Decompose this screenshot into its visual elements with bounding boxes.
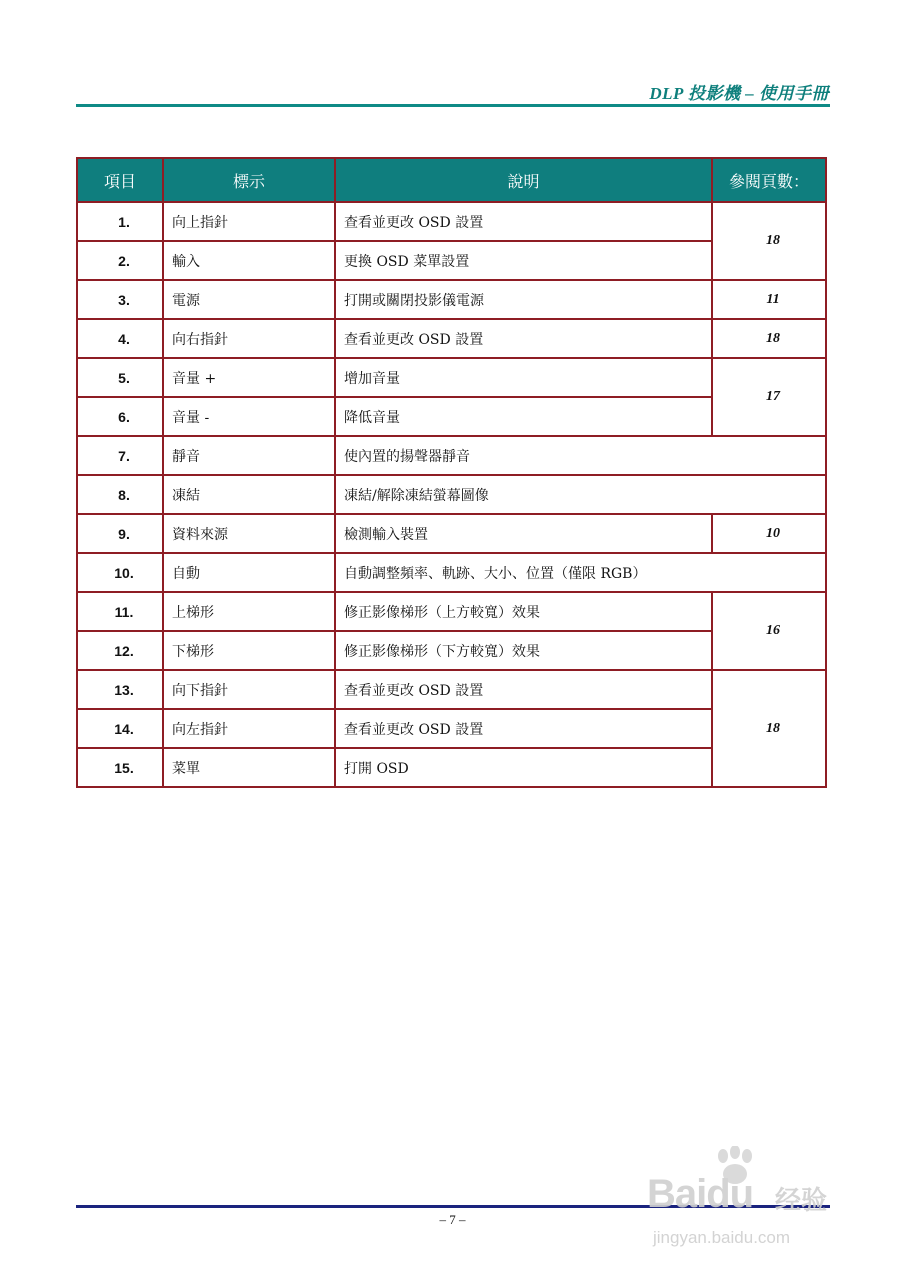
table-row xyxy=(77,553,826,592)
item-label: 音量 - xyxy=(163,397,335,436)
item-description: 使內置的揚聲器靜音 xyxy=(335,436,826,475)
item-description: 凍結/解除凍結螢幕圖像 xyxy=(335,475,826,514)
column-header-description: 說明 xyxy=(335,158,712,202)
item-description: 增加音量 xyxy=(335,358,712,397)
button-reference-table xyxy=(76,157,827,788)
table-row xyxy=(77,280,826,319)
item-number: 6. xyxy=(77,397,163,436)
watermark-logo: Baidu xyxy=(647,1172,754,1216)
item-description: 更換 OSD 菜單設置 xyxy=(335,241,712,280)
column-header-item: 項目 xyxy=(77,158,163,202)
item-description: 查看並更改 OSD 設置 xyxy=(335,709,712,748)
header-divider xyxy=(76,104,830,107)
table-row xyxy=(77,475,826,514)
item-description: 打開或關閉投影儀電源 xyxy=(335,280,712,319)
item-label: 自動 xyxy=(163,553,335,592)
column-header-page: 參閱頁數： xyxy=(712,158,826,202)
item-description: 查看並更改 OSD 設置 xyxy=(335,319,712,358)
item-description: 查看並更改 OSD 設置 xyxy=(335,202,712,241)
item-description: 修正影像梯形（上方較寬）效果 xyxy=(335,592,712,631)
item-number: 7. xyxy=(77,436,163,475)
table-row xyxy=(77,202,826,241)
item-number: 4. xyxy=(77,319,163,358)
page-reference: 18 xyxy=(712,670,826,787)
item-number: 15. xyxy=(77,748,163,787)
item-label: 上梯形 xyxy=(163,592,335,631)
item-description: 查看並更改 OSD 設置 xyxy=(335,670,712,709)
column-header-label: 標示 xyxy=(163,158,335,202)
item-number: 12. xyxy=(77,631,163,670)
item-label: 向下指針 xyxy=(163,670,335,709)
watermark-logo-cn: 经验 xyxy=(775,1186,828,1216)
page-reference: 11 xyxy=(712,280,826,319)
table-row xyxy=(77,436,826,475)
table-row xyxy=(77,592,826,631)
item-number: 11. xyxy=(77,592,163,631)
table-row xyxy=(77,319,826,358)
table-row xyxy=(77,514,826,553)
item-number: 8. xyxy=(77,475,163,514)
page-reference: 18 xyxy=(712,202,826,280)
item-label: 資料來源 xyxy=(163,514,335,553)
item-number: 10. xyxy=(77,553,163,592)
item-number: 3. xyxy=(77,280,163,319)
document-title: DLP 投影機 – 使用手冊 xyxy=(649,84,829,103)
item-label: 向右指針 xyxy=(163,319,335,358)
table-header-row xyxy=(77,158,826,202)
item-number: 5. xyxy=(77,358,163,397)
page-reference: 18 xyxy=(712,319,826,358)
item-number: 14. xyxy=(77,709,163,748)
page-reference: 10 xyxy=(712,514,826,553)
watermark-url: jingyan.baidu.com xyxy=(653,1228,791,1247)
item-description: 打開 OSD xyxy=(335,748,712,787)
item-label: 靜音 xyxy=(163,436,335,475)
table-row xyxy=(77,358,826,397)
item-label: 向上指針 xyxy=(163,202,335,241)
item-description: 檢測輸入裝置 xyxy=(335,514,712,553)
item-label: 菜單 xyxy=(163,748,335,787)
baidu-watermark xyxy=(647,1150,847,1270)
item-number: 13. xyxy=(77,670,163,709)
item-description: 自動調整頻率、軌跡、大小、位置（僅限 RGB） xyxy=(335,553,826,592)
page-reference: 16 xyxy=(712,592,826,670)
item-label: 向左指針 xyxy=(163,709,335,748)
page-number: – 7 – xyxy=(439,1212,466,1227)
item-label: 輸入 xyxy=(163,241,335,280)
item-number: 1. xyxy=(77,202,163,241)
item-label: 凍結 xyxy=(163,475,335,514)
page-reference: 17 xyxy=(712,358,826,436)
item-label: 下梯形 xyxy=(163,631,335,670)
item-label: 音量 + xyxy=(163,358,335,397)
item-description: 修正影像梯形（下方較寬）效果 xyxy=(335,631,712,670)
item-number: 9. xyxy=(77,514,163,553)
table-row xyxy=(77,670,826,709)
item-description: 降低音量 xyxy=(335,397,712,436)
item-number: 2. xyxy=(77,241,163,280)
item-label: 電源 xyxy=(163,280,335,319)
